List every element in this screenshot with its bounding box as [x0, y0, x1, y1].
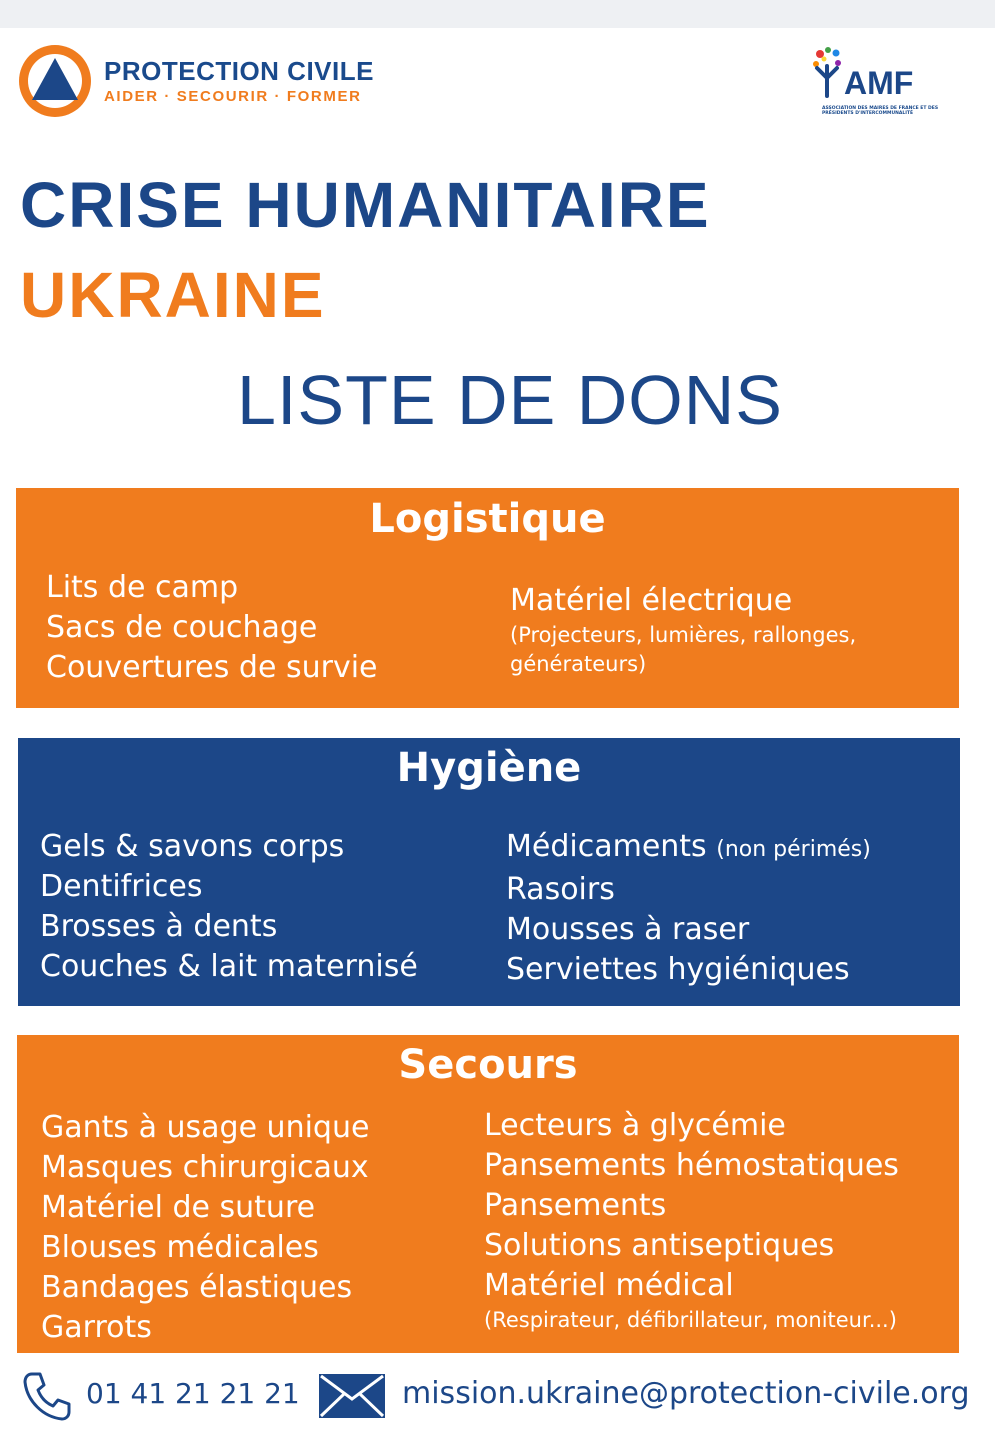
list-item: Gants à usage unique	[41, 1110, 370, 1145]
title-crisis: CRISE HUMANITAIRE	[20, 169, 711, 241]
list-item: Rasoirs	[506, 872, 615, 907]
section-secours	[17, 1035, 959, 1353]
section-title: Secours	[398, 1042, 578, 1088]
list-item: Gels & savons corps	[40, 829, 345, 864]
secours-left-list	[41, 1108, 369, 1348]
list-item: Lecteurs à glycémie	[484, 1108, 786, 1143]
section-title: Hygiène	[396, 745, 582, 791]
list-item: Masques chirurgicaux	[41, 1150, 369, 1185]
secours-right-list	[484, 1106, 899, 1335]
list-item-note: (Respirateur, défibrillateur, moniteur...)	[484, 1308, 897, 1332]
logistique-left-list	[46, 568, 378, 688]
phone-icon	[20, 1369, 74, 1423]
hygiene-left-list	[40, 827, 418, 987]
section-logistique	[16, 488, 959, 708]
top-strip	[0, 0, 995, 28]
title-country: UKRAINE	[20, 259, 326, 331]
org-name: PROTECTION CIVILE	[104, 56, 374, 86]
list-item: Serviettes hygiéniques	[506, 952, 850, 987]
list-item	[506, 827, 871, 870]
list-item: Garrots	[41, 1310, 152, 1345]
list-item: Brosses à dents	[40, 909, 278, 944]
org-tagline: AIDER · SECOURIR · FORMER	[104, 88, 362, 105]
section-hygiene	[18, 738, 960, 1006]
list-item: Mousses à raser	[506, 912, 750, 947]
contact-phone[interactable]: 01 41 21 21 21	[86, 1377, 300, 1410]
logistique-right-list	[510, 581, 856, 679]
list-item: Couvertures de survie	[46, 650, 378, 685]
list-item: Matériel médical	[484, 1268, 734, 1303]
list-item: Lits de camp	[46, 570, 239, 605]
hygiene-right-list	[506, 827, 871, 990]
amf-subtitle: ASSOCIATION DES MAIRES DE FRANCE ET DES PRÉSIDENTS D'INTERCOMMUNALITÉ	[822, 106, 939, 116]
list-item: Matériel de suture	[41, 1190, 316, 1225]
list-item: Dentifrices	[40, 869, 203, 904]
contact-email[interactable]: mission.ukraine@protection-civile.org	[402, 1376, 970, 1411]
list-item-note: générateurs)	[510, 652, 647, 676]
mail-icon	[318, 1373, 386, 1419]
list-item-note: (Projecteurs, lumières, rallonges,	[510, 623, 857, 647]
list-item-note: (non périmés)	[716, 837, 871, 862]
protection-civile-logo-icon	[18, 44, 92, 118]
list-item: Sacs de couchage	[46, 610, 318, 645]
list-item: Bandages élastiques	[41, 1270, 353, 1305]
list-item: Blouses médicales	[41, 1230, 319, 1265]
list-item: Pansements	[484, 1188, 667, 1223]
amf-logo-text: AMF	[844, 65, 914, 101]
list-item: Pansements hémostatiques	[484, 1148, 899, 1183]
list-item: Couches & lait maternisé	[40, 949, 418, 984]
title-donation-list: LISTE DE DONS	[237, 361, 783, 439]
list-item: Matériel électrique	[510, 583, 793, 618]
list-item: Solutions antiseptiques	[484, 1228, 835, 1263]
section-title: Logistique	[369, 496, 606, 542]
list-item-label: Médicaments	[506, 829, 707, 864]
